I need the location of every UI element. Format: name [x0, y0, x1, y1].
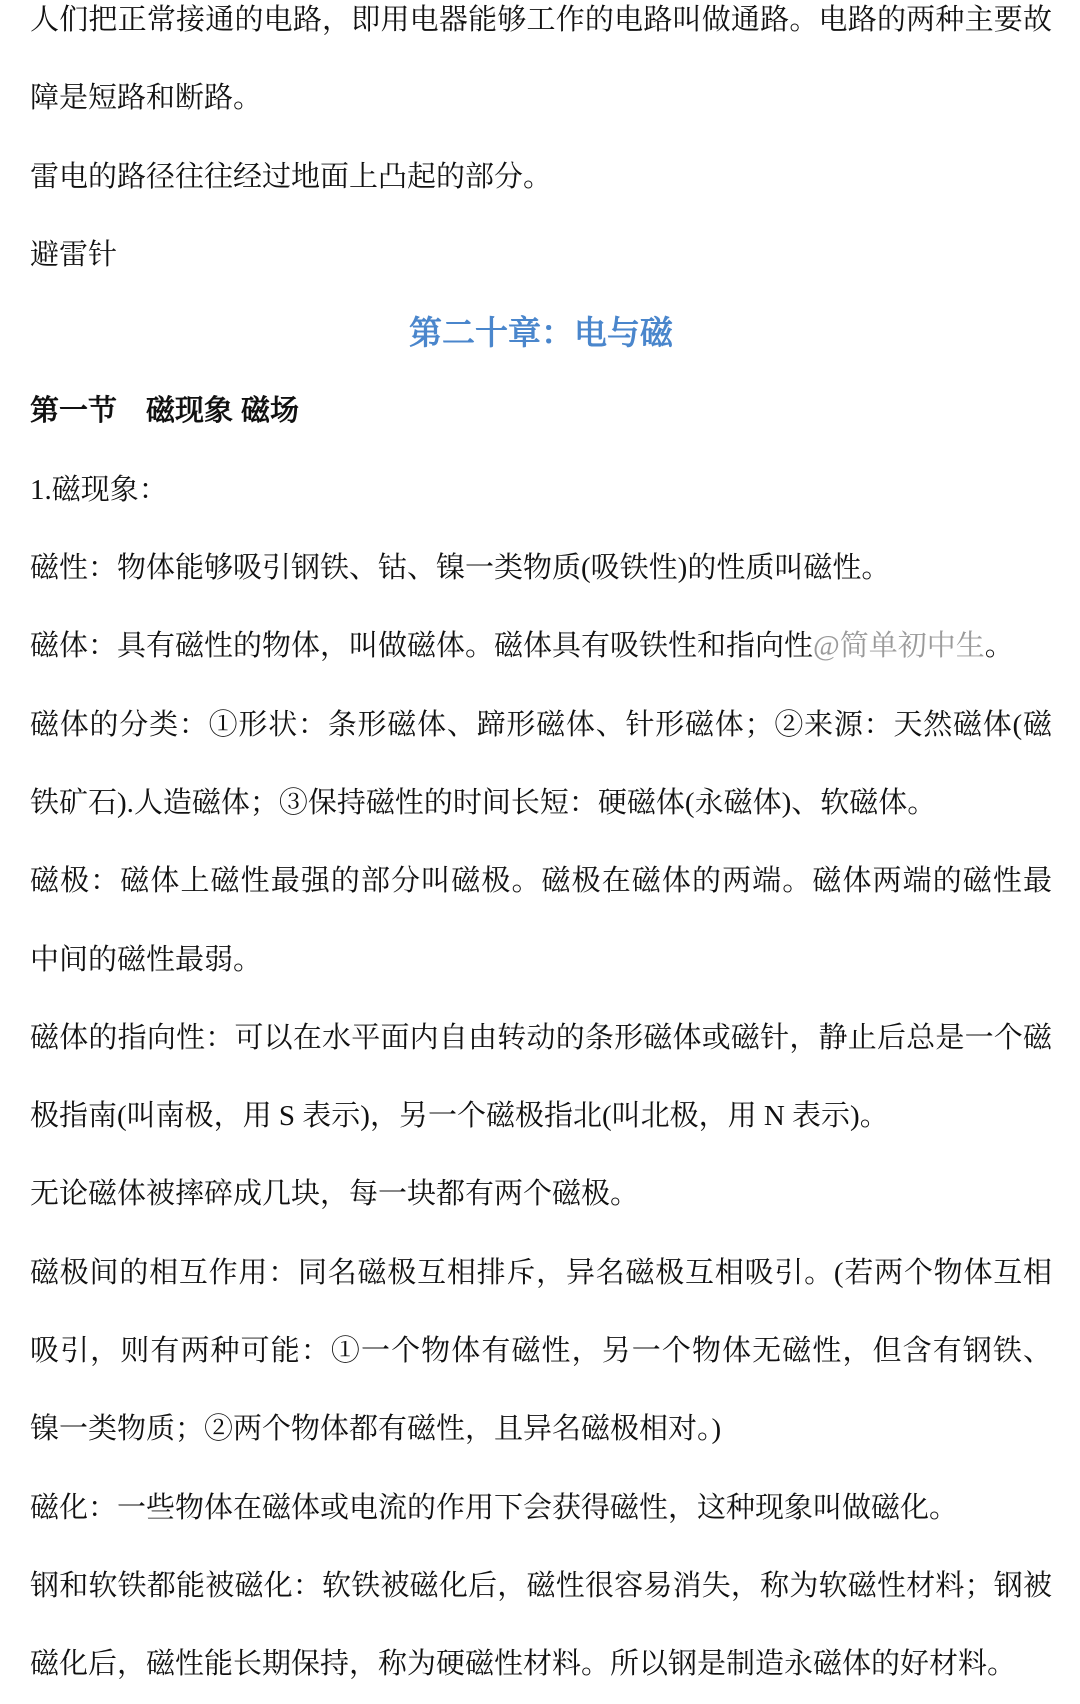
subheading: 1.磁现象：	[30, 473, 168, 506]
paragraph-text: 。	[984, 630, 1014, 663]
paragraph-line: 吸引，则有两种可能：①一个物体有磁性，另一个物体无磁性，但含有钢铁、	[30, 1335, 1052, 1368]
section-title: 第一节 磁现象 磁场	[30, 395, 300, 428]
paragraph-line: 磁化后，磁性能长期保持，称为硬磁性材料。所以钢是制造永磁体的好材料。	[30, 1648, 1017, 1681]
paragraph-line: 镍一类物质；②两个物体都有磁性，且异名磁极相对。)	[30, 1413, 722, 1446]
paragraph-line: 磁极：磁体上磁性最强的部分叫磁极。磁极在磁体的两端。磁体两端的磁性最	[30, 865, 1052, 898]
paragraph-line: 铁矿石).人造磁体；③保持磁性的时间长短：硬磁体(永磁体)、软磁体。	[30, 786, 937, 819]
paragraph-line: 中间的磁性最弱。	[30, 943, 263, 976]
paragraph: 无论磁体被摔碎成几块，每一块都有两个磁极。	[30, 1178, 640, 1211]
chapter-title: 第二十章：电与磁	[409, 314, 673, 352]
paragraph: 磁性：物体能够吸引钢铁、钴、镍一类物质(吸铁性)的性质叫磁性。	[30, 552, 891, 585]
paragraph: 磁化：一些物体在磁体或电流的作用下会获得磁性，这种现象叫做磁化。	[30, 1491, 959, 1524]
paragraph-line: 人们把正常接通的电路，即用电器能够工作的电路叫做通路。电路的两种主要故	[30, 4, 1052, 36]
paragraph-line: 极指南(叫南极，用 S 表示)，另一个磁极指北(叫北极，用 N 表示)。	[30, 1100, 889, 1133]
paragraph: 避雷针	[30, 238, 118, 271]
paragraph-line: 磁体的分类：①形状：条形磁体、蹄形磁体、针形磁体；②来源：天然磁体(磁	[30, 708, 1052, 741]
paragraph-line: 障是短路和断路。	[30, 82, 263, 115]
paragraph	[30, 607, 1052, 685]
watermark: @简单初中生	[813, 630, 985, 663]
paragraph-line: 钢和软铁都能被磁化：软铁被磁化后，磁性很容易消失，称为软磁性材料；钢被	[30, 1569, 1052, 1602]
paragraph-line: 磁极间的相互作用：同名磁极互相排斥，异名磁极互相吸引。(若两个物体互相	[30, 1256, 1052, 1289]
paragraph-text: 磁体：具有磁性的物体，叫做磁体。磁体具有吸铁性和指向性	[30, 630, 814, 663]
paragraph: 雷电的路径往往经过地面上凸起的部分。	[30, 160, 553, 193]
paragraph-line: 磁体的指向性：可以在水平面内自由转动的条形磁体或磁针，静止后总是一个磁	[30, 1021, 1052, 1054]
